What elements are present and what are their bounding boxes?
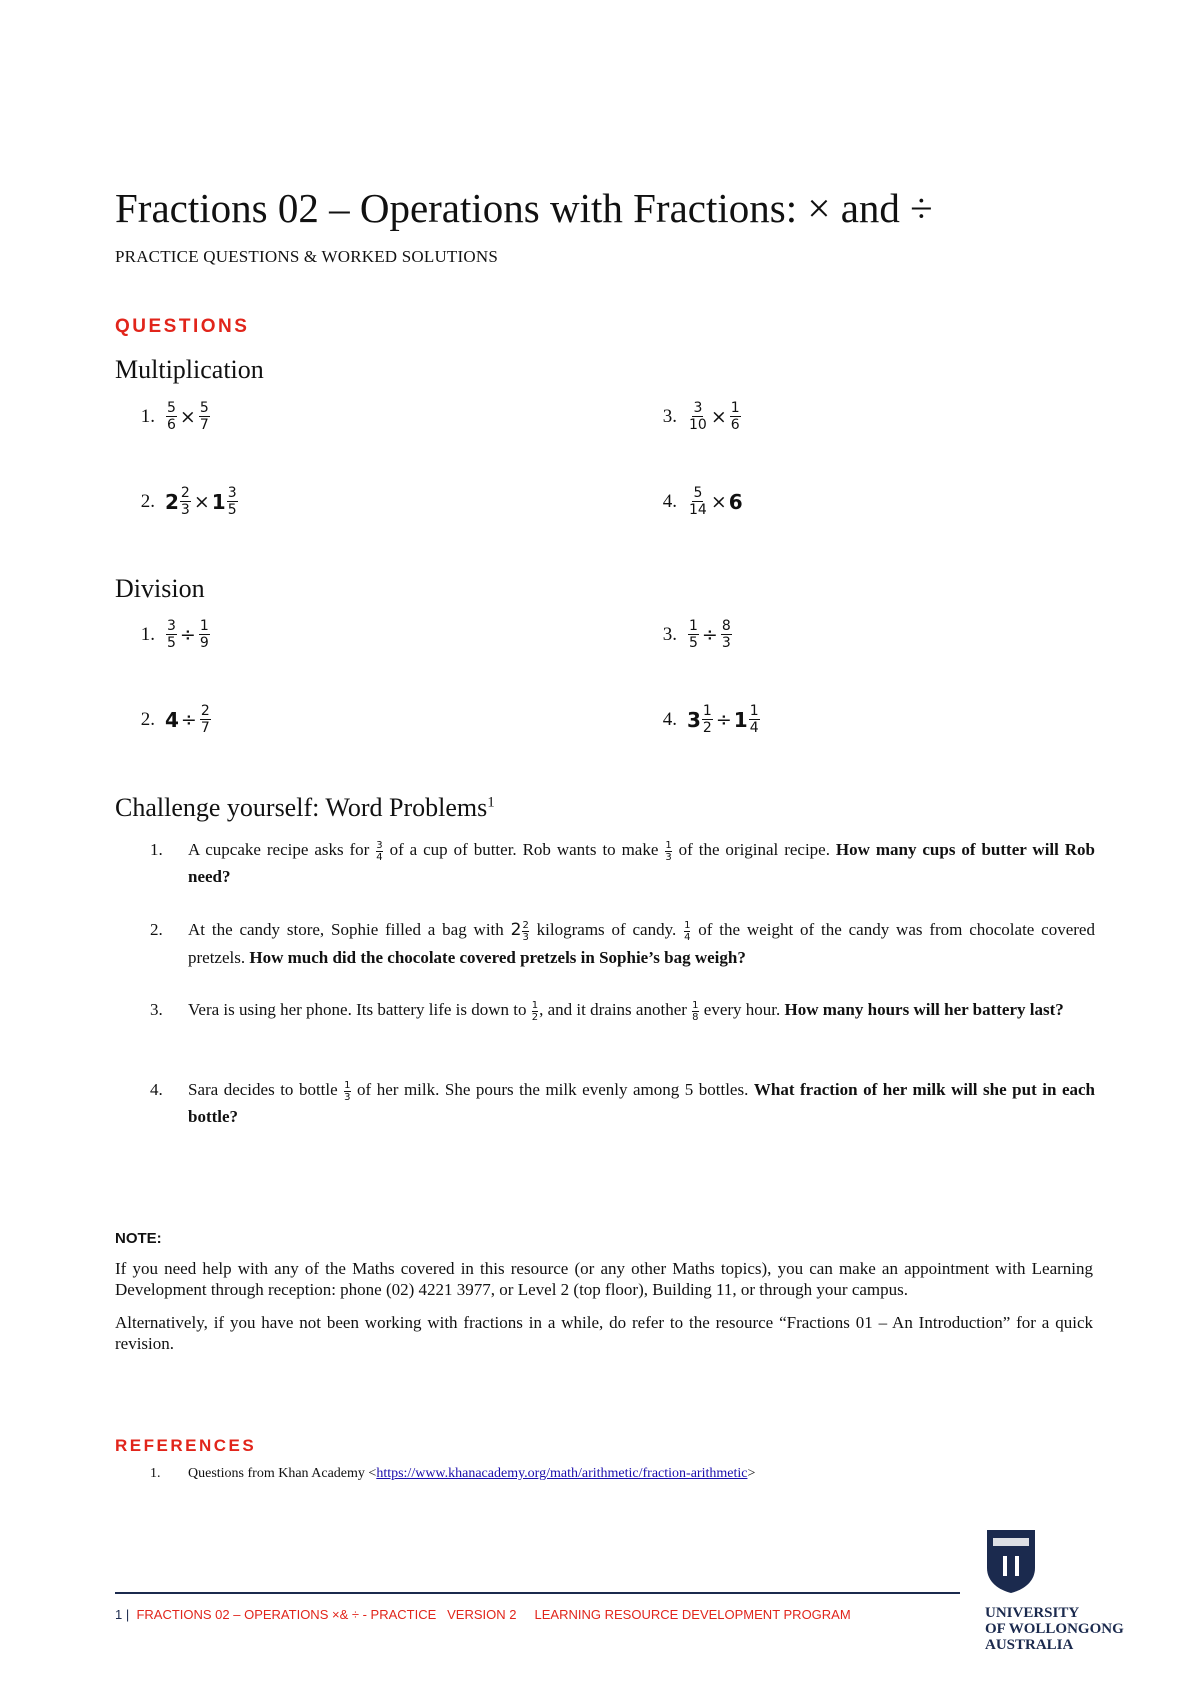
mult-question-2: 2. 2 $\frac{2}{3}$ × 1 $\frac{3}{5}$ bbox=[140, 485, 237, 518]
multiplication-heading: Multiplication bbox=[115, 355, 264, 384]
logo-line-1: UNIVERSITY bbox=[985, 1605, 1080, 1621]
questions-heading: QUESTIONS bbox=[115, 316, 250, 337]
references-heading: REFERENCES bbox=[115, 1436, 257, 1455]
word-problem-2: 2. At the candy store, Sophie filled a bag with 2 $\frac{2}{3}$ kilograms of candy. $\frac{1}{4}$ of the weight of the candy was from chocolate covered pretzels. How much did the chocolate covered pretzels in Sophie’s bag weigh? bbox=[150, 919, 1095, 967]
mult-question-1: 1. $\frac{5}{6}$ × $\frac{5}{7}$ bbox=[140, 400, 209, 433]
div-question-2: 2. 4 ÷ $\frac{2}{7}$ bbox=[140, 703, 210, 736]
word-problem-3: 3. Vera is using her phone. Its battery life is down to $\frac{1}{2}$ , and it drains another $\frac{1}{8}$ every hour. How many hours will her battery last? bbox=[150, 999, 1064, 1023]
note-paragraph-2: Alternatively, if you have not been working with fractions in a while, do refer to the resource “Fractions 01 – An Introduction” for a quick revision. bbox=[115, 1313, 1093, 1353]
div-question-1: 1. $\frac{3}{5}$ ÷ $\frac{1}{9}$ bbox=[140, 618, 209, 651]
mult-question-4: 4. $\frac{5}{14}$ × 6 bbox=[662, 485, 743, 518]
footer-divider bbox=[115, 1592, 960, 1594]
khan-academy-link[interactable]: https://www.khanacademy.org/math/arithmetic/fraction-arithmetic bbox=[376, 1466, 748, 1481]
word-problems-heading: Challenge yourself: Word Problems$^1$ bbox=[115, 793, 495, 822]
word-problem-4: 4. Sara decides to bottle $\frac{1}{3}$ of her milk. She pours the milk evenly among 5 bottles. What fraction of her milk will she put in each bottle? bbox=[150, 1079, 1095, 1126]
division-heading: Division bbox=[115, 574, 205, 603]
div-question-4: 4. 3 $\frac{1}{2}$ ÷ 1 $\frac{1}{4}$ bbox=[662, 703, 759, 736]
word-problem-1: 1. A cupcake recipe asks for $\frac{3}{4}$ of a cup of butter. Rob wants to make $\frac{1}{3}$ of the original recipe. How many cups of butter will Rob need? bbox=[150, 839, 1096, 886]
note-paragraph-1: If you need help with any of the Maths covered in this resource (or any other Maths topics), you can make an appointment with Learning Development through reception: phone (02) 4221 3977, or Level 2 (top floor), Building 11, or through your campus. bbox=[115, 1259, 1093, 1299]
note-heading: NOTE: bbox=[115, 1230, 162, 1247]
mult-question-3: 3. $\frac{3}{10}$ × $\frac{1}{6}$ bbox=[662, 400, 740, 433]
page-title: Fractions 02 – Operations with Fractions: × and ÷ bbox=[115, 185, 933, 231]
logo-line-2: OF WOLLONGONG bbox=[985, 1621, 1124, 1637]
reference-item-1: 1. Questions from Khan Academy <https://www.khanacademy.org/math/arithmetic/fraction-arithmetic> bbox=[150, 1466, 756, 1481]
div-question-3: 3. $\frac{1}{5}$ ÷ $\frac{8}{3}$ bbox=[662, 618, 731, 651]
page-subtitle: PRACTICE QUESTIONS & WORKED SOLUTIONS bbox=[115, 247, 498, 266]
crest-icon bbox=[985, 1528, 1037, 1594]
footer: 1 | FRACTIONS 02 – OPERATIONS ×& ÷ - PRACTICE VERSION 2 LEARNING RESOURCE DEVELOPMENT PROGRAM bbox=[115, 1607, 851, 1622]
logo-line-3: AUSTRALIA bbox=[985, 1637, 1074, 1653]
university-logo bbox=[985, 1528, 1135, 1653]
